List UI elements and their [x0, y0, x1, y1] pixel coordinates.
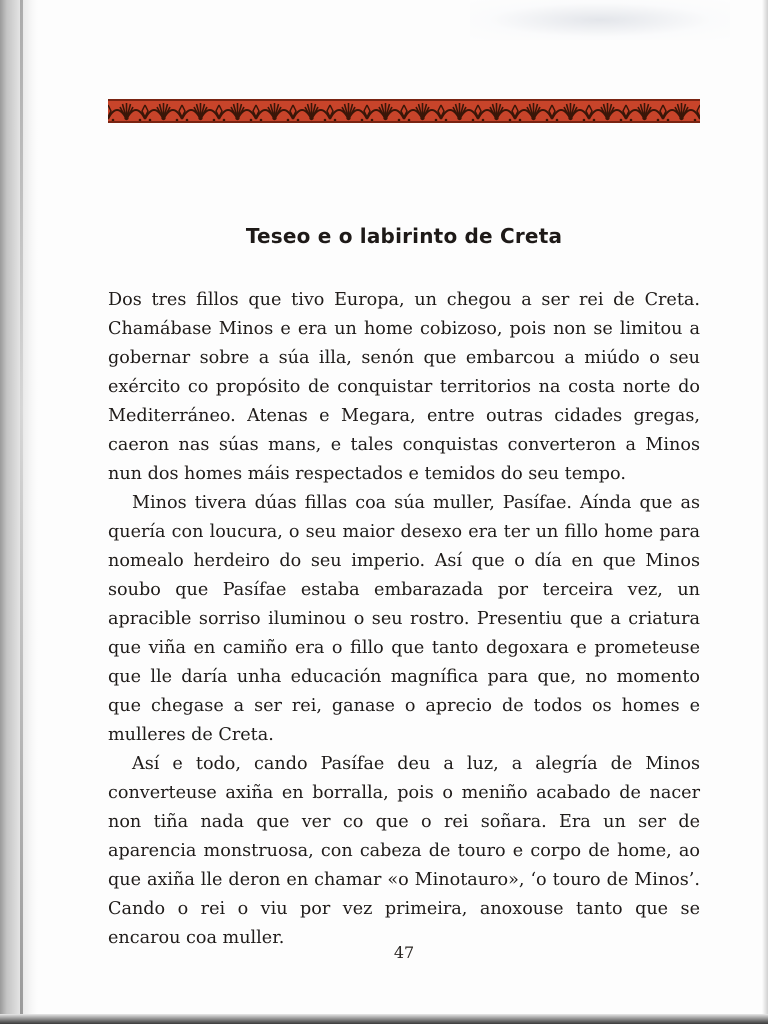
body-text [108, 286, 700, 953]
paragraph: Dos tres fillos que tivo Europa, un chegou a ser rei de Creta. Chamábase Minos e era un home cobizoso, pois non se limitou a gobernar sobre a súa illa, senón que embarcou a miúdo o seu exército co propósito de conquistar territorios na costa norte do Mediterráneo. Atenas e Megara, entre outras cidades gregas, caeron nas súas mans, e tales conquistas converteron a Minos nun dos homes máis respectados e temidos do seu tempo. [108, 290, 700, 484]
spine-shadow [0, 0, 38, 1024]
scan-smudge [470, 0, 730, 40]
palmette-border-ornament [108, 99, 700, 123]
chapter-title: Teseo e o labirinto de Creta [245, 224, 563, 248]
paragraph: Minos tivera dúas fillas coa súa muller, Pasífae. Aínda que as quería con loucura, o seu maior desexo era ter un fillo home para nomealo herdeiro do seu imperio. Así que o día en que Minos soubo que Pasífae estaba embarazada por terceira vez, un apracible sorriso iluminou o seu rostro. Presentiu que a criatura que viña en camiño era o fillo que tanto degoxara e prometeuse que lle daría unha educación magnífica para que, no momento que chegase a ser rei, ganase o aprecio de todos os homes e mulleres de Creta. [108, 493, 700, 745]
page-bottom-edge [0, 1014, 768, 1024]
spine-crease [20, 0, 23, 1024]
page-right-edge [762, 0, 768, 1024]
paragraph: Así e todo, cando Pasífae deu a luz, a alegría de Minos converteuse axiña en borralla, pois o meniño acabado de nacer non tiña nada que ver co que o rei soñara. Era un ser de aparencia monstruosa, con cabeza de touro e corpo de home, ao que axiña lle deron en chamar «o Minotauro», ‘o touro de Minos’. Cando o rei o viu por vez primeira, anoxouse tanto que se encarou coa muller. [108, 754, 700, 948]
page-number: 47 [393, 943, 415, 962]
